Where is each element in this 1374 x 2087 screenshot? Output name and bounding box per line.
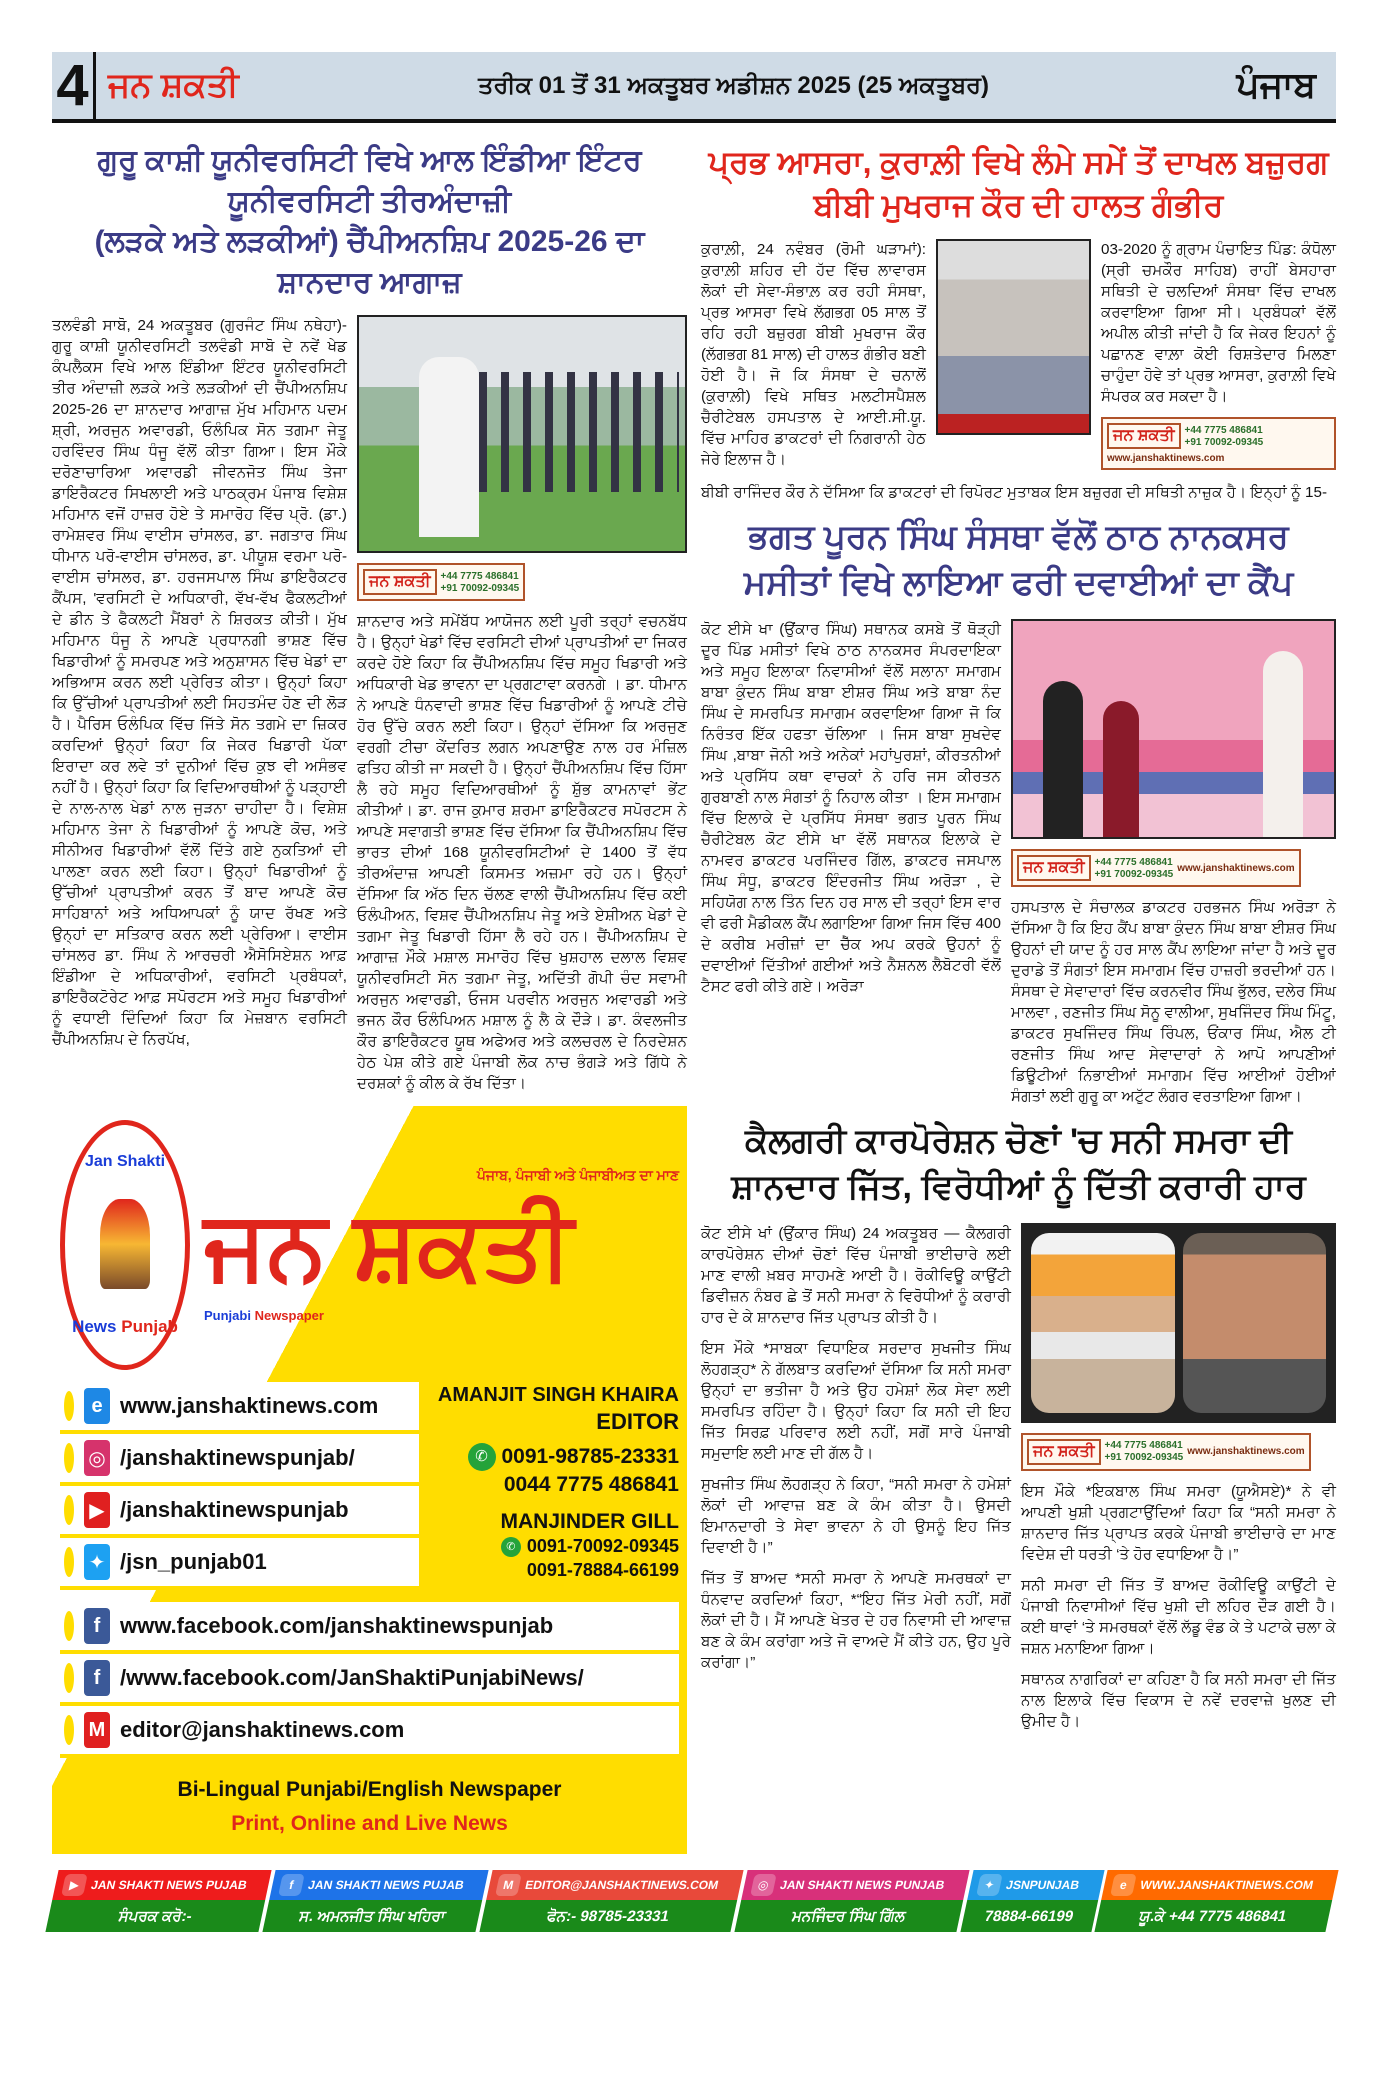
bullet-dot — [64, 1663, 74, 1693]
article4-p1: ਕੋਟ ਈਸੇ ਖਾਂ (ਉਂਕਾਰ ਸਿੰਘ) 24 ਅਕਤੂਬਰ — ਕੈਲਗਰੀ ਕਾਰਪੋਰੇਸ਼ਨ ਦੀਆਂ ਚੋਣਾਂ ਵਿੱਚ ਪੰਜਾਬੀ ਭਾਈਚਾਰੇ ਲਈ ਮਾਣ ਵਾਲੀ ਖ਼ਬਰ ਸਾਹਮਣੇ ਆਈ ਹੈ। ਰੋਕੀਵਿਊ ਕਾਉਂਟੀ ਡਿਵੀਜ਼ਨ ਨੰਬਰ ਛੇ ਤੋਂ ਸਨੀ ਸਮਰਾ ਨੇ ਵਿਰੋਧੀਆਂ ਨੂੰ ਕਰਾਰੀ ਹਾਰ ਦੇ ਕੇ ਸ਼ਾਨਦਾਰ ਜਿੱਤ ਪ੍ਰਾਪਤ ਕੀਤੀ ਹੈ। — [701, 1224, 1011, 1326]
ad-phone: +91 70092-09345 — [1094, 868, 1174, 880]
footer-link[interactable]: JSNPUNJAB — [1004, 1878, 1081, 1892]
bullet-dot — [64, 1391, 74, 1421]
footer-link[interactable]: WWW.JANSHAKTINEWS.COM — [1139, 1878, 1316, 1892]
footer-link[interactable]: EDITOR@JANSHAKTINEWS.COM — [524, 1878, 721, 1892]
phone: 0091-78884-66199 — [526, 1559, 679, 1580]
editor-contact — [429, 1382, 679, 1582]
headline-line: ਮਸੀਤਾਂ ਵਿਖੇ ਲਾਇਆ ਫਰੀ ਦਵਾਈਆਂ ਦਾ ਕੈਂਪ — [743, 564, 1294, 603]
gmail-icon: M — [84, 1712, 110, 1748]
instagram-icon: ◎ — [750, 1874, 777, 1896]
page-header — [52, 52, 1336, 123]
sub-text: Punjabi — [204, 1307, 251, 1323]
left-column — [52, 141, 687, 1854]
promo-link-text[interactable]: /janshaktinewspunjab — [120, 1497, 349, 1522]
logo-text: News — [72, 1317, 117, 1336]
torch-icon — [100, 1199, 150, 1289]
article4-p3: ਸੁਖਜੀਤ ਸਿੰਘ ਲੋਹਗੜ੍ਹ ਨੇ ਕਿਹਾ, “ਸਨੀ ਸਮਰਾ ਨੇ ਹਮੇਸ਼ਾਂ ਲੋਕਾਂ ਦੀ ਆਵਾਜ਼ ਬਣ ਕੇ ਕੰਮ ਕੀਤਾ ਹੈ। ਉਸਦੀ ਇਮਾਨਦਾਰੀ ਤੇ ਸੇਵਾ ਭਾਵਨਾ ਨੇ ਹੀ ਉਸਨੂੰ ਇਹ ਜਿੱਤ ਦਿਵਾਈ ਹੈ।” — [701, 1475, 1011, 1556]
article2-tail: ਬੀਬੀ ਰਾਜਿੰਦਰ ਕੌਰ ਨੇ ਦੱਸਿਆ ਕਿ ਡਾਕਟਰਾਂ ਦੀ ਰਿਪੋਰਟ ਮੁਤਾਬਕ ਇਸ ਬਜ਼ੁਰਗ ਦੀ ਸਥਿਤੀ ਨਾਜ਼ੁਕ ਹੈ। ਇਨ੍ਹਾਂ ਨੂੰ 15- — [701, 484, 1328, 502]
footer-contact: ਸ. ਅਮਨਜੀਤ ਸਿੰਘ ਖਹਿਰਾ — [297, 1907, 448, 1925]
portrait-sunny — [1183, 1233, 1327, 1413]
article3-col2: ਹਸਪਤਾਲ ਦੇ ਸੰਚਾਲਕ ਡਾਕਟਰ ਹਰਭਜਨ ਸਿੰਘ ਅਰੋੜਾ ਨੇ ਦੱਸਿਆ ਹੈ ਕਿ ਇਹ ਕੈਂਪ ਬਾਬਾ ਕੁੰਦਨ ਸਿੰਘ ਬਾਬਾ ਈਸ਼ਰ ਸਿੰਘ ਉਹਨਾਂ ਦੀ ਯਾਦ ਨੂੰ ਹਰ ਸਾਲ ਕੈਂਪ ਲਾਇਆ ਜਾਂਦਾ ਹੈ ਅਤੇ ਦੂਰ ਦੁਰਾਡੇ ਤੋਂ ਸੰਗਤਾਂ ਇਸ ਸਮਾਗਮ ਵਿੱਚ ਹਾਜ਼ਰੀ ਭਰਦੀਆਂ ਹਨ। ਸੰਸਥਾ ਦੇ ਸੇਵਾਦਾਰਾਂ ਵਿੱਚ ਕਰਨਵੀਰ ਸਿੰਘ ਭੁੱਲਰ, ਦਲੇਰ ਸਿੰਘ ਮਾਲਵਾ , ਰਣਜੀਤ ਸਿੰਘ ਸੋਨੂ ਵਾਲੀਆ, ਸੁਖਜਿੰਦਰ ਸਿੰਘ ਮਿੰਟੂ, ਡਾਕਟਰ ਸੁਖਜਿੰਦਰ ਸਿੰਘ ਰਿੰਪਲ, ਓਂਕਾਰ ਸਿੰਘ, ਐਲ ਟੀ ਰਣਜੀਤ ਸਿੰਘ ਆਦ ਸੇਵਾਦਾਰਾਂ ਨੇ ਆਪੋ ਆਪਣੀਆਂ ਡਿਊਟੀਆਂ ਨਿਭਾਈਆਂ ਸਮਾਗਮ ਵਿੱਚ ਆਈਆਂ ਹੋਈਆਂ ਸੰਗਤਾਂ ਲਈ ਗੁਰੂ ਕਾ ਅਟੁੱਟ ਲੰਗਰ ਵਰਤਾਇਆ ਗਿਆ। — [1011, 899, 1336, 1106]
facebook-icon: f — [84, 1660, 110, 1696]
article2 — [701, 239, 1336, 470]
ad-phone: +44 7775 486841 — [1104, 1440, 1183, 1452]
facebook-icon: f — [84, 1608, 110, 1644]
footer-segment[interactable] — [263, 1870, 489, 1932]
page-number: 4 — [52, 52, 96, 119]
sub-text: Newspaper — [254, 1307, 324, 1323]
globe-icon: e — [1111, 1874, 1138, 1896]
promo-masthead: ਜਨ ਸ਼ਕਤੀ — [204, 1192, 574, 1300]
promo-link-text[interactable]: /jsn_punjab01 — [120, 1549, 267, 1574]
footer-segment[interactable] — [45, 1870, 271, 1932]
headline-line: ਗੁਰੂ ਕਾਸ਼ੀ ਯੂਨੀਵਰਸਿਟੀ ਵਿਖੇ ਆਲ ਇੰਡੀਆ ਇੰਟਰ ਯੂਨੀਵਰਸਿਟੀ ਤੀਰਅੰਦਾਜ਼ੀ — [97, 144, 642, 218]
masthead-logo: ਜਨ ਸ਼ਕਤੀ — [108, 66, 239, 104]
bullet-dot — [64, 1443, 74, 1473]
article1-col1: ਤਲਵੰਡੀ ਸਾਬੋ, 24 ਅਕਤੂਬਰ (ਗੁਰਜੰਟ ਸਿੰਘ ਨਥੇਹਾ)- ਗੁਰੂ ਕਾਸ਼ੀ ਯੂਨੀਵਰਸਿਟੀ ਤਲਵੰਡੀ ਸਾਬੋ ਦੇ ਨਵੇਂ ਖੇਡ ਕੰਪਲੈਕਸ ਵਿਖੇ ਆਲ ਇੰਡੀਆ ਇੰਟਰ ਯੂਨੀਵਰਸਿਟੀ ਤੀਰ ਅੰਦਾਜ਼ੀ ਲੜਕੇ ਅਤੇ ਲੜਕੀਆਂ ਦੀ ਚੈਂਪੀਅਨਸ਼ਿਪ 2025-26 ਦਾ ਸ਼ਾਨਦਾਰ ਆਗਾਜ਼ ਮੁੱਖ ਮਹਿਮਾਨ ਪਦਮ ਸ਼੍ਰੀ, ਅਰਜੁਨ ਅਵਾਰਡੀ, ਓਲੰਪਿਕ ਸੋਨ ਤਗਮਾ ਜੇਤੂ ਹਰਵਿੰਦਰ ਸਿੰਘ ਧੰਜੂ ਵੱਲੋਂ ਕੀਤਾ ਗਿਆ। ਇਸ ਮੌਕੇ ਦਰੋਣਾਚਾਰਿਆ ਅਵਾਰਡੀ ਜੀਵਨਜੋਤ ਸਿੰਘ ਤੇਜਾ ਡਾਇਰੈਕਟਰ ਸਿਖਲਾਈ ਅਤੇ ਪਾਠਕ੍ਰਮ ਪੰਜਾਬ ਵਿਸ਼ੇਸ਼ ਮਹਿਮਾਨ ਵਜੋਂ ਹਾਜ਼ਰ ਹੋਏ ਤੇ ਸਮਾਰੋਹ ਵਿੱਚ ਪ੍ਰੋ. (ਡਾ.) ਰਾਮੇਸ਼ਵਰ ਸਿੰਘ ਵਾਈਸ ਚਾਂਸਲਰ, ਡਾ. ਜਗਤਾਰ ਸਿੰਘ ਧੀਮਾਨ ਪਰੋ-ਵਾਈਸ ਚਾਂਸਲਰ, ਡਾ. ਪੀਯੂਸ਼ ਵਰਮਾ ਪਰੋ-ਵਾਈਸ ਚਾਂਸਲਰ, ਡਾ. ਹਰਜਸਪਾਲ ਸਿੰਘ ਡਾਇਰੈਕਟਰ ਕੈਂਪਸ, 'ਵਰਸਿਟੀ ਦੇ ਅਧਿਕਾਰੀ, ਵੱਖ-ਵੱਖ ਫੈਕਲਟੀਆਂ ਦੇ ਡੀਨ ਤੇ ਫੈਕਲਟੀ ਮੈਂਬਰਾਂ ਨੇ ਸ਼ਿਰਕਤ ਕੀਤੀ। ਮੁੱਖ ਮਹਿਮਾਨ ਧੰਜੂ ਨੇ ਆਪਣੇ ਪ੍ਰਧਾਨਗੀ ਭਾਸ਼ਣ ਵਿੱਚ ਖਿਡਾਰੀਆਂ ਨੂੰ ਸਮਰਪਣ ਅਤੇ ਅਨੁਸ਼ਾਸਨ ਵਿੱਚ ਖੇਡਾਂ ਦਾ ਅਭਿਆਸ ਕਰਨ ਲਈ ਪ੍ਰੇਰਿਤ ਕੀਤਾ। ਉਨ੍ਹਾਂ ਕਿਹਾ ਕਿ ਉੱਚੀਆਂ ਪ੍ਰਾਪਤੀਆਂ ਲਈ ਸਿਹਤਮੰਦ ਹੋਣ ਦੀ ਲੋੜ ਹੈ। ਪੈਰਿਸ ਓਲੰਪਿਕ ਵਿੱਚ ਜਿੱਤੇ ਸੋਨ ਤਗਮੇ ਦਾ ਜ਼ਿਕਰ ਕਰਦਿਆਂ ਉਨ੍ਹਾਂ ਕਿਹਾ ਕਿ ਜੇਕਰ ਖਿਡਾਰੀ ਪੱਕਾ ਇਰਾਦਾ ਕਰ ਲਵੇ ਤਾਂ ਦੁਨੀਆਂ ਵਿੱਚ ਕੁਝ ਵੀ ਅਸੰਭਵ ਨਹੀਂ ਹੈ। ਉਨ੍ਹਾਂ ਕਿਹਾ ਕਿ ਵਿਦਿਆਰਥੀਆਂ ਨੂੰ ਪੜ੍ਹਾਈ ਦੇ ਨਾਲ-ਨਾਲ ਖੇਡਾਂ ਨਾਲ ਜੁੜਨਾ ਚਾਹੀਦਾ ਹੈ। ਵਿਸ਼ੇਸ਼ ਮਹਿਮਾਨ ਤੇਜਾ ਨੇ ਖਿਡਾਰੀਆਂ ਨੂੰ ਆਪਣੇ ਕੋਚ, ਅਤੇ ਸੀਨੀਅਰ ਖਿਡਾਰੀਆਂ ਵੱਲੋਂ ਦਿੱਤੇ ਗਏ ਨੁਕਤਿਆਂ ਦੀ ਪਾਲਣਾ ਕਰਨ ਲਈ ਕਿਹਾ। ਉਨ੍ਹਾਂ ਖਿਡਾਰੀਆਂ ਨੂੰ ਉੱਚੀਆਂ ਪ੍ਰਾਪਤੀਆਂ ਕਰਨ ਤੋਂ ਬਾਦ ਆਪਣੇ ਕੋਚ ਸਾਹਿਬਾਨਾਂ ਅਤੇ ਅਧਿਆਪਕਾਂ ਨੂੰ ਯਾਦ ਰੱਖਣ ਅਤੇ ਉਨ੍ਹਾਂ ਦਾ ਸਤਿਕਾਰ ਕਰਨ ਲਈ ਪ੍ਰੇਰਿਆ। ਵਾਈਸ ਚਾਂਸਲਰ ਡਾ. ਸਿੰਘ ਨੇ ਆਰਚਰੀ ਐਸੋਸਿਏਸ਼ਨ ਆਫ਼ ਇੰਡੀਆ ਦੇ ਅਧਿਕਾਰੀਆਂ, ਵਰਸਿਟੀ ਪ੍ਰਬੰਧਕਾਂ, ਡਾਇਰੈਕਟੋਰੇਟ ਆਫ਼ ਸਪੋਰਟਸ ਅਤੇ ਸਮੂਹ ਖਿਡਾਰੀਆਂ ਨੂੰ ਵਧਾਈ ਦਿੰਦਿਆਂ ਕਿਹਾ ਕਿ ਮੇਜ਼ਬਾਨ ਵਰਸਿਟੀ ਚੈਂਪੀਅਨਸ਼ਿਪ ਦੇ ਨਿਰਪੱਖ, — [52, 317, 347, 1048]
footer-link[interactable]: JAN SHAKTI NEWS PUNJAB — [778, 1878, 946, 1892]
jan-shakti-promo-ad — [52, 1106, 687, 1854]
phone: 0091-70092-09345 — [526, 1536, 679, 1557]
portraits-photo — [1021, 1223, 1336, 1423]
article4 — [701, 1223, 1336, 1732]
ad-phone: +44 7775 486841 — [1184, 424, 1263, 436]
footer-segment[interactable] — [1095, 1870, 1339, 1932]
promo-link-text[interactable]: /janshaktinewspunjab/ — [120, 1445, 355, 1470]
footer-contact: ਫੋਨ:- 98785-23331 — [545, 1907, 672, 1925]
facebook-icon: f — [278, 1874, 305, 1896]
article1-col2: ਸ਼ਾਨਦਾਰ ਅਤੇ ਸਮੇਂਬੱਧ ਆਯੋਜਨ ਲਈ ਪੂਰੀ ਤਰ੍ਹਾਂ ਵਚਨਬੱਧ ਹੈ। ਉਨ੍ਹਾਂ ਖੇਡਾਂ ਵਿੱਚ ਵਰਸਿਟੀ ਦੀਆਂ ਪ੍ਰਾਪਤੀਆਂ ਦਾ ਜਿਕਰ ਕਰਦੇ ਹੋਏ ਕਿਹਾ ਕਿ ਚੈਂਪੀਅਨਸ਼ਿਪ ਵਿੱਚ ਸਮੂਹ ਖਿਡਾਰੀ ਅਤੇ ਅਧਿਕਾਰੀ ਖੇਡ ਭਾਵਨਾ ਦਾ ਪ੍ਰਗਟਾਵਾ ਕਰਨਗੇ । ਡਾ. ਧੀਮਾਨ ਨੇ ਆਪਣੇ ਧੰਨਵਾਦੀ ਭਾਸ਼ਣ ਵਿੱਚ ਖਿਡਾਰੀਆਂ ਨੂੰ ਆਪਣੇ ਟੀਚੇ ਹੋਰ ਉੱਚੇ ਕਰਨ ਲਈ ਕਿਹਾ। ਉਨ੍ਹਾਂ ਦੱਸਿਆ ਕਿ ਅਰਜੁਣ ਵਰਗੀ ਟੀਚਾ ਕੇਂਦਰਿਤ ਲਗਨ ਅਪਣਾਉਣ ਨਾਲ ਹਰ ਮੰਜ਼ਿਲ ਫਤਿਹ ਕੀਤੀ ਜਾ ਸਕਦੀ ਹੈ। ਉਨ੍ਹਾਂ ਚੈਂਪੀਅਨਸ਼ਿਪ ਵਿੱਚ ਹਿੱਸਾ ਲੈ ਰਹੇ ਸਮੂਹ ਵਿਦਿਆਰਥੀਆਂ ਨੂੰ ਸ਼ੁੱਭ ਕਾਮਨਾਵਾਂ ਭੇਂਟ ਕੀਤੀਆਂ। ਡਾ. ਰਾਜ ਕੁਮਾਰ ਸ਼ਰਮਾ ਡਾਇਰੈਕਟਰ ਸਪੋਰਟਸ ਨੇ ਆਪਣੇ ਸਵਾਗਤੀ ਭਾਸ਼ਣ ਵਿੱਚ ਦੱਸਿਆ ਕਿ ਚੈਂਪੀਅਨਸ਼ਿਪ ਵਿੱਚ ਭਾਰਤ ਦੀਆਂ 168 ਯੂਨੀਵਰਸਿਟੀਆਂ ਦੇ 1400 ਤੋਂ ਵੱਧ ਤੀਰਅੰਦਾਜ਼ ਆਪਣੀ ਕਿਸਮਤ ਅਜ਼ਮਾ ਰਹੇ ਹਨ। ਉਨ੍ਹਾਂ ਦੱਸਿਆ ਕਿ ਅੱਠ ਦਿਨ ਚੱਲਣ ਵਾਲੀ ਚੈਂਪੀਅਨਸ਼ਿਪ ਵਿੱਚ ਕਈ ਓਲੰਪੀਅਨ, ਵਿਸ਼ਵ ਚੈਂਪੀਅਨਸ਼ਿਪ ਜੇਤੂ ਅਤੇ ਏਸ਼ੀਅਨ ਖੇਡਾਂ ਦੇ ਤਗਮਾ ਜੇਤੂ ਖਿਡਾਰੀ ਹਿੱਸਾ ਲੈ ਰਹੇ ਹਨ। ਚੈਂਪੀਅਨਸ਼ਿਪ ਦੇ ਆਗਾਜ਼ ਮੌਕੇ ਮਸ਼ਾਲ ਸਮਾਰੋਹ ਵਿੱਚ ਖੁਸ਼ਹਾਲ ਦਲਾਲ ਵਿਸ਼ਵ ਯੂਨੀਵਰਸਿਟੀ ਸੋਨ ਤਗਮਾ ਜੇਤੂ, ਅਦਿੱਤੀ ਗੋਪੀ ਚੰਦ ਸਵਾਮੀ ਅਰਜੁਨ ਅਵਾਰਡੀ, ਓਜਸ ਪਰਵੀਨ ਅਰਜੁਨ ਅਵਾਰਡੀ ਅਤੇ ਭਜਨ ਕੌਰ ਓਲੰਪਿਅਨ ਮਸ਼ਾਲ ਨੂੰ ਲੈ ਕੇ ਦੌੜੇ। ਡਾ. ਕੰਵਲਜੀਤ ਕੌਰ ਡਾਇਰੈਕਟਰ ਯੂਥ ਅਫੇਅਰ ਅਤੇ ਕਲਚਰਲ ਦੇ ਨਿਰਦੇਸ਼ਨ ਹੇਠ ਪੇਸ਼ ਕੀਤੇ ਗਏ ਪੰਜਾਬੀ ਲੋਕ ਨਾਚ ਭੰਗੜੇ ਅਤੇ ਗਿੱਧੇ ਨੇ ਦਰਸ਼ਕਾਂ ਨੂੰ ਕੀਲ ਕੇ ਰੱਖ ਦਿੱਤਾ। — [357, 613, 687, 1092]
jan-shakti-ad — [1101, 417, 1336, 470]
ad-url: www.janshaktinews.com — [1107, 453, 1225, 465]
jan-shakti-ad — [357, 563, 525, 601]
phone: 0044 7775 486841 — [503, 1472, 679, 1496]
ad-phone: +91 70092-09345 — [440, 582, 520, 594]
article1 — [52, 315, 687, 1094]
article4-p5: ਇਸ ਮੌਕੇ *ਇਕਬਾਲ ਸਿੰਘ ਸਮਰਾ (ਯੂਐਸਏ)* ਨੇ ਵੀ ਆਪਣੀ ਖੁਸ਼ੀ ਪ੍ਰਗਟਾਉਂਦਿਆਂ ਕਿਹਾ ਕਿ “ਸਨੀ ਸਮਰਾ ਨੇ ਸ਼ਾਨਦਾਰ ਜਿੱਤ ਪ੍ਰਾਪਤ ਕਰਕੇ ਪੰਜਾਬੀ ਭਾਈਚਾਰੇ ਦਾ ਮਾਣ ਵਿਦੇਸ਼ ਦੀ ਧਰਤੀ ‘ਤੇ ਹੋਰ ਵਧਾਇਆ ਹੈ।” — [1021, 1482, 1336, 1563]
ad-brand: ਜਨ ਸ਼ਕਤੀ — [363, 569, 437, 595]
promo-link-row[interactable] — [60, 1486, 419, 1538]
article2-col1: ਕੁਰਾਲ਼ੀ, 24 ਨਵੰਬਰ (ਰੋਮੀ ਘੜਾਮਾਂ): ਕੁਰਾਲ਼ੀ ਸ਼ਹਿਰ ਦੀ ਹੱਦ ਵਿੱਚ ਲਾਵਾਰਸ ਲੋਕਾਂ ਦੀ ਸੇਵਾ-ਸੰਭਾਲ਼ ਕਰ ਰਹੀ ਸੰਸਥਾ, ਪ੍ਰਭ ਆਸਰਾ ਵਿਖੇ ਲੱਗਭਗ 05 ਸਾਲ ਤੋਂ ਰਹਿ ਰਹੀ ਬਜ਼ੁਰਗ ਬੀਬੀ ਮੁਖਰਾਜ ਕੌਰ (ਲੱਗਭਗ 81 ਸਾਲ) ਦੀ ਹਾਲਤ ਗੰਭੀਰ ਬਣੀ ਹੋਈ ਹੈ। ਜੋ ਕਿ ਸੰਸਥਾ ਦੇ ਚਨਾਲੋਂ (ਕੁਰਾਲ਼ੀ) ਵਿਖੇ ਸਥਿਤ ਮਲਟੀਸਪੈਸ਼ਲ ਚੈਰੀਟੇਬਲ ਹਸਪਤਾਲ ਦੇ ਆਈ.ਸੀ.ਯੂ. ਵਿੱਚ ਮਾਹਿਰ ਡਾਕਟਰਾਂ ਦੀ ਨਿਗਰਾਨੀ ਹੇਠ ਜੇਰੇ ਇਲਾਜ ਹੈ। — [701, 241, 926, 469]
promo-link-row[interactable] — [60, 1654, 679, 1706]
article3-col1: ਕੋਟ ਈਸੇ ਖਾ (ਉਂਕਾਰ ਸਿੰਘ) ਸਥਾਨਕ ਕਸਬੇ ਤੋਂ ਥੋੜ੍ਹੀ ਦੂਰ ਪਿੰਡ ਮਸੀਤਾਂ ਵਿਖੇ ਠਾਠ ਨਾਨਕਸਰ ਸੰਪਰਦਾਇਕਾ ਅਤੇ ਸਮੂਹ ਇਲਾਕਾ ਨਿਵਾਸੀਆਂ ਵੱਲੋਂ ਸਲਾਨਾ ਸਮਾਗਮ ਬਾਬਾ ਕੁੰਦਨ ਸਿੰਘ ਬਾਬਾ ਈਸ਼ਰ ਸਿੰਘ ਅਤੇ ਬਾਬਾ ਨੰਦ ਸਿੰਘ ਦੇ ਸਮਰਪਿਤ ਸਮਾਗਮ ਕਰਵਾਇਆ ਗਿਆ ਜੋ ਕਿ ਨਿਰੰਤਰ ਇੱਕ ਹਫਤਾ ਚੱਲਿਆ । ਜਿਸ ਬਾਬਾ ਸੁਖਦੇਵ ਸਿੰਘ ,ਬਾਬਾ ਜੋਨੀ ਅਤੇ ਅਨੇਕਾਂ ਮਹਾਂਪੁਰਸ਼ਾਂ, ਕੀਰਤਨੀਆਂ ਅਤੇ ਪ੍ਰਸਿੱਧ ਕਥਾ ਵਾਚਕਾਂ ਨੇ ਹਰਿ ਜਸ ਕੀਰਤਨ ਗੁਰਬਾਣੀ ਨਾਲ ਸੰਗਤਾਂ ਨੂੰ ਨਿਹਾਲ ਕੀਤਾ । ਇਸ ਸਮਾਗਮ ਵਿੱਚ ਇਲਾਕੇ ਦੇ ਪ੍ਰਸਿੱਧ ਸੰਸਥਾ ਭਗਤ ਪੂਰਨ ਸਿੰਘ ਚੈਰੀਟੇਬਲ ਕੋਟ ਈਸੇ ਖਾ ਵੱਲੋਂ ਸਥਾਨਕ ਇਲਾਕੇ ਦੇ ਨਾਮਵਰ ਡਾਕਟਰ ਪਰਜਿੰਦਰ ਗਿੱਲ, ਡਾਕਟਰ ਜਸਪਾਲ ਸਿੰਘ ਸੰਧੂ, ਡਾਕਟਰ ਇੰਦਰਜੀਤ ਸਿੰਘ ਅਰੋੜਾ , ਦੇ ਸਹਿਯੋਗ ਨਾਲ ਤਿੰਨ ਦਿਨ ਹਰ ਸਾਲ ਦੀ ਤਰ੍ਹਾਂ ਇਸ ਵਾਰ ਵੀ ਫਰੀ ਮੈਡੀਕਲ ਕੈਂਪ ਲਗਾਇਆ ਗਿਆ ਜਿਸ ਵਿੱਚ 400 ਦੇ ਕਰੀਬ ਮਰੀਜ਼ਾਂ ਦਾ ਚੈੱਕ ਅਪ ਕਰਕੇ ਉਹਨਾਂ ਨੂੰ ਦਵਾਈਆਂ ਦਿੱਤੀਆਂ ਗਈਆਂ ਅਤੇ ਨੈਸ਼ਨਲ ਲੈਬੋਟਰੀ ਵੱਲੋਂ ਟੈਸਟ ਫਰੀ ਕੀਤੇ ਗਏ। ਅਰੋੜਾ — [701, 621, 1001, 996]
promo-link-row[interactable] — [60, 1602, 679, 1654]
jan-shakti-ad — [1011, 849, 1301, 887]
phone: 0091-98785-23331 — [501, 1444, 679, 1468]
archery-photo — [357, 315, 687, 553]
article3 — [701, 619, 1336, 1107]
ad-brand: ਜਨ ਸ਼ਕਤੀ — [1027, 1439, 1101, 1465]
article2-headline — [701, 141, 1336, 227]
footer-segment[interactable] — [480, 1870, 744, 1932]
twitter-icon: ✦ — [84, 1544, 110, 1580]
ad-url: www.janshaktinews.com — [1177, 862, 1295, 874]
footer-link[interactable]: JAN SHAKTI NEWS PUJAB — [307, 1878, 466, 1892]
footer-link[interactable]: JAN SHAKTI NEWS PUJAB — [89, 1878, 249, 1892]
bullet-dot — [64, 1715, 74, 1745]
ad-phone: +44 7775 486841 — [440, 570, 519, 582]
article4-headline — [701, 1119, 1336, 1211]
ad-phone: +91 70092-09345 — [1104, 1452, 1184, 1464]
footer-contact: ਸੰਪਰਕ ਕਰੋ:- — [117, 1907, 194, 1925]
editor-name: AMANJIT SINGH KHAIRA — [437, 1384, 679, 1406]
article3-headline — [701, 515, 1336, 607]
contact-name: MANJINDER GILL — [500, 1509, 679, 1533]
logo-text: Jan Shakti — [84, 1153, 166, 1170]
portrait-sukhjit — [1031, 1233, 1175, 1413]
article2-col2: 03-2020 ਨੂੰ ਗ੍ਰਾਮ ਪੰਚਾਇਤ ਪਿੰਡ: ਕੰਧੋਲਾ (ਸ੍ਰੀ ਚਮਕੌਰ ਸਾਹਿਬ) ਰਾਹੀਂ ਬੇਸਹਾਰਾ ਸਥਿਤੀ ਦੇ ਚਲਦਿਆਂ ਸੰਸਥਾ ਵਿੱਚ ਦਾਖਲ ਕਰਵਾਇਆ ਗਿਆ ਸੀ। ਪ੍ਰਬੰਧਕਾਂ ਵੱਲੋਂ ਅਪੀਲ ਕੀਤੀ ਜਾਂਦੀ ਹੈ ਕਿ ਜੇਕਰ ਇਹਨਾਂ ਨੂੰ ਪਛਾਨਣ ਵਾਲ਼ਾ ਕੋਈ ਰਿਸ਼ਤੇਦਾਰ ਮਿਲਣਾ ਚਾਹੁੰਦਾ ਹੋਵੇ ਤਾਂ ਪ੍ਰਭ ਆਸਰਾ, ਕੁਰਾਲ਼ੀ ਵਿਖੇ ਸੰਪਰਕ ਕਰ ਸਕਦਾ ਹੈ। — [1101, 241, 1336, 406]
headline-line: ਸ਼ਾਨਦਾਰ ਜਿੱਤ, ਵਿਰੋਧੀਆਂ ਨੂੰ ਦਿੱਤੀ ਕਰਾਰੀ ਹਾਰ — [731, 1168, 1306, 1207]
headline-line: ਕੈਲਗਰੀ ਕਾਰਪੋਰੇਸ਼ਨ ਚੋਣਾਂ 'ਚ ਸਨੀ ਸਮਰਾ ਦੀ — [744, 1122, 1293, 1161]
ad-phone: +44 7775 486841 — [1094, 856, 1173, 868]
footer-contact: ਮਨਜਿੰਦਰ ਸਿੰਘ ਗਿੱਲ — [790, 1907, 908, 1925]
headline-line: ਬੀਬੀ ਮੁਖਰਾਜ ਕੌਰ ਦੀ ਹਾਲਤ ਗੰਭੀਰ — [813, 187, 1224, 224]
bullet-dot — [64, 1547, 74, 1577]
promo-link-text[interactable]: www.janshaktinews.com — [120, 1393, 379, 1418]
article4-p4: ਜਿੱਤ ਤੋਂ ਬਾਅਦ *ਸਨੀ ਸਮਰਾ ਨੇ ਆਪਣੇ ਸਮਰਥਕਾਂ ਦਾ ਧੰਨਵਾਦ ਕਰਦਿਆਂ ਕਿਹਾ, *“ਇਹ ਜਿੱਤ ਮੇਰੀ ਨਹੀਂ, ਸਗੋਂ ਲੋਕਾਂ ਦੀ ਹੈ। ਮੈਂ ਆਪਣੇ ਖੇਤਰ ਦੇ ਹਰ ਨਿਵਾਸੀ ਦੀ ਆਵਾਜ਼ ਬਣ ਕੇ ਕੰਮ ਕਰਾਂਗਾ ਅਤੇ ਜੋ ਵਾਅਦੇ ਮੈਂ ਕੀਤੇ ਹਨ, ਉਹ ਪੂਰੇ ਕਰਾਂਗਾ।” — [701, 1569, 1011, 1671]
promo-link-text[interactable]: editor@janshaktinews.com — [120, 1717, 405, 1742]
whatsapp-icon: ✆ — [468, 1443, 496, 1471]
twitter-icon: ✦ — [976, 1874, 1003, 1896]
article4-p6: ਸਨੀ ਸਮਰਾ ਦੀ ਜਿੱਤ ਤੋਂ ਬਾਅਦ ਰੋਕੀਵਿਊ ਕਾਉਂਟੀ ਦੇ ਪੰਜਾਬੀ ਨਿਵਾਸੀਆਂ ਵਿੱਚ ਖੁਸ਼ੀ ਦੀ ਲਹਿਰ ਦੌੜ ਗਈ ਹੈ। ਕਈ ਥਾਵਾਂ ‘ਤੇ ਸਮਰਥਕਾਂ ਵੱਲੋਂ ਲੱਡੂ ਵੰਡ ਕੇ ਤੇ ਪਟਾਕੇ ਚਲਾ ਕੇ ਜਸ਼ਨ ਮਨਾਇਆ ਗਿਆ। — [1021, 1576, 1336, 1657]
right-column — [701, 141, 1336, 1854]
instagram-icon: ◎ — [84, 1440, 110, 1476]
ad-url: www.janshaktinews.com — [1187, 1446, 1305, 1458]
section-name: ਪੰਜਾਬ — [1236, 64, 1316, 105]
footer-contact: ਯੂ.ਕੇ +44 7775 486841 — [1138, 1907, 1289, 1925]
promo-link-text[interactable]: www.facebook.com/janshaktinewspunjab — [120, 1613, 554, 1638]
footer-contact: 78884-66199 — [982, 1907, 1076, 1925]
editor-title: EDITOR — [596, 1409, 679, 1434]
jan-shakti-ad — [1021, 1433, 1311, 1471]
footer-segment[interactable] — [734, 1870, 969, 1932]
promo-link-row[interactable] — [60, 1434, 419, 1486]
globe-icon: e — [84, 1388, 110, 1424]
promo-tagline: ਪੰਜਾਬ, ਪੰਜਾਬੀ ਅਤੇ ਪੰਜਾਬੀਅਤ ਦਾ ਮਾਣ — [476, 1167, 679, 1184]
gmail-icon: M — [495, 1874, 522, 1896]
ad-brand: ਜਨ ਸ਼ਕਤੀ — [1107, 423, 1181, 449]
ad-phone: +91 70092-09345 — [1184, 436, 1264, 448]
headline-line: ਭਗਤ ਪੂਰਨ ਸਿੰਘ ਸੰਸਥਾ ਵੱਲੋਂ ਠਾਠ ਨਾਨਕਸਰ — [748, 518, 1289, 557]
promo-link-row[interactable] — [60, 1382, 419, 1434]
jan-shakti-round-logo — [60, 1120, 190, 1370]
youtube-icon: ▶ — [84, 1492, 110, 1528]
headline-line: (ਲੜਕੇ ਅਤੇ ਲੜਕੀਆਂ) ਚੈਂਪੀਅਨਸ਼ਿਪ 2025-26 ਦਾ ਸ਼ਾਨਦਾਰ ਆਗਾਜ਼ — [94, 225, 645, 299]
patient-photo — [936, 239, 1091, 435]
logo-text: Punjab — [121, 1317, 178, 1336]
headline-line: ਪ੍ਰਭ ਆਸਰਾ, ਕੁਰਾਲ਼ੀ ਵਿਖੇ ਲੰਮੇ ਸਮੇਂ ਤੋਂ ਦਾਖਲ ਬਜ਼ੁਰਗ — [708, 144, 1329, 180]
promo-link-row[interactable] — [60, 1706, 679, 1758]
article4-p7: ਸਥਾਨਕ ਨਾਗਰਿਕਾਂ ਦਾ ਕਹਿਣਾ ਹੈ ਕਿ ਸਨੀ ਸਮਰਾ ਦੀ ਜਿੱਤ ਨਾਲ ਇਲਾਕੇ ਵਿੱਚ ਵਿਕਾਸ ਦੇ ਨਵੇਂ ਦਰਵਾਜ਼ੇ ਖੁਲਣ ਦੀ ਉਮੀਦ ਹੈ। — [1021, 1670, 1336, 1730]
bullet-dot — [64, 1495, 74, 1525]
edition-date: ਤਰੀਕ 01 ਤੋਂ 31 ਅਕਤੂਬਰ ਅਡੀਸ਼ਨ 2025 (25 ਅਕਤੂਬਰ) — [478, 71, 990, 99]
bullet-dot — [64, 1611, 74, 1641]
footer-segment[interactable] — [960, 1870, 1104, 1932]
youtube-icon: ▶ — [61, 1874, 88, 1896]
contact-footer — [52, 1870, 1336, 1932]
article1-headline — [52, 141, 687, 303]
banner-text: Bi-Lingual Punjabi/English Newspaper — [177, 1778, 562, 1801]
promo-link-text[interactable]: /www.facebook.com/JanShaktiPunjabiNews/ — [120, 1665, 584, 1690]
page-content — [52, 141, 1336, 1854]
ad-brand: ਜਨ ਸ਼ਕਤੀ — [1017, 855, 1091, 881]
promo-link-row[interactable] — [60, 1538, 419, 1590]
promo-bottom-banner — [60, 1770, 679, 1844]
whatsapp-icon: ✆ — [501, 1537, 521, 1557]
medical-camp-photo — [1011, 619, 1336, 839]
banner-text: Print, Online and Live News — [231, 1812, 508, 1835]
article4-p2: ਇਸ ਮੌਕੇ *ਸਾਬਕਾ ਵਿਧਾਇਕ ਸਰਦਾਰ ਸੁਖਜੀਤ ਸਿੰਘ ਲੋਹਗੜ੍ਹ* ਨੇ ਗੱਲਬਾਤ ਕਰਦਿਆਂ ਦੱਸਿਆ ਕਿ ਸਨੀ ਸਮਰਾ ਉਨ੍ਹਾਂ ਦਾ ਭਤੀਜਾ ਹੈ ਅਤੇ ਉਹ ਹਮੇਸ਼ਾਂ ਲੋਕ ਸੇਵਾ ਲਈ ਸਮਰਪਿਤ ਰਹਿੰਦਾ ਹੈ। ਉਨ੍ਹਾਂ ਕਿਹਾ ਕਿ ਸਨੀ ਦੀ ਇਹ ਜਿੱਤ ਸਿਰਫ਼ ਪਰਿਵਾਰ ਲਈ ਨਹੀਂ, ਸਗੋਂ ਸਾਰੇ ਪੰਜਾਬੀ ਸਮੁਦਾਇ ਲਈ ਮਾਣ ਦੀ ਗੱਲ ਹੈ। — [701, 1339, 1011, 1462]
